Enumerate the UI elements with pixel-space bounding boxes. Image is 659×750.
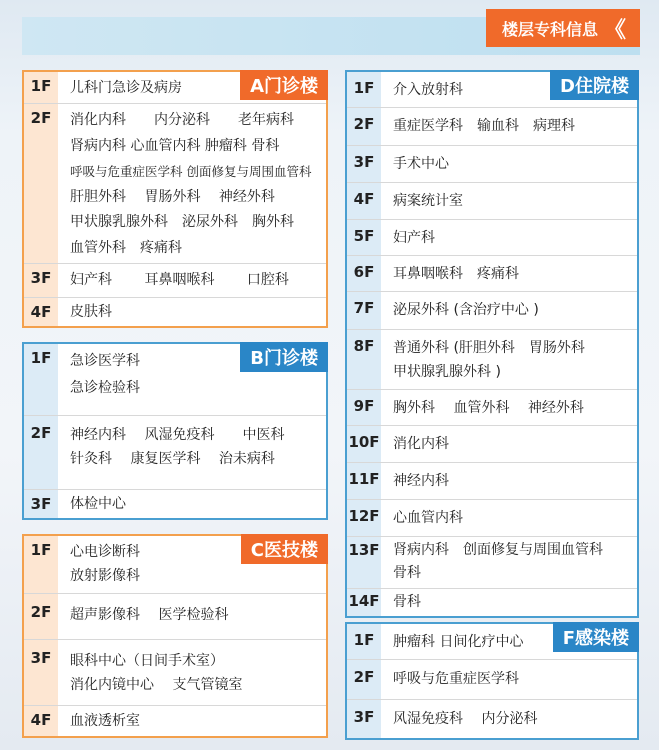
floor-row — [347, 72, 637, 108]
department-line: 甲状腺乳腺外科 泌尿外科 胸外科 — [70, 214, 294, 230]
department-line: 耳鼻咽喉科 疼痛科 — [393, 266, 519, 282]
department-line: 超声影像科 医学检验科 — [70, 607, 229, 623]
floor-label: 14F — [347, 589, 381, 616]
building-a-badge: A门诊楼 — [240, 70, 328, 100]
header-title: 楼层专科信息 — [501, 19, 598, 39]
floor-row — [347, 700, 637, 738]
department-line: 骨科 — [393, 594, 421, 610]
department-line: 皮肤科 — [70, 304, 112, 320]
floor-row — [347, 624, 637, 660]
department-line: 肿瘤科 日间化疗中心 — [393, 634, 524, 650]
department-line: 儿科门急诊及病房 — [70, 80, 182, 96]
floor-row — [24, 72, 326, 104]
floor-label: 2F — [24, 104, 58, 263]
floor-label: 4F — [24, 706, 58, 736]
floor-row — [24, 416, 326, 490]
floor-label: 1F — [24, 536, 58, 593]
building-c-panel — [22, 534, 328, 738]
floor-row — [24, 706, 326, 736]
floor-row — [347, 390, 637, 426]
floor-row — [24, 298, 326, 326]
floor-label: 1F — [24, 344, 58, 415]
building-b-panel — [22, 342, 328, 520]
building-f-badge: F感染楼 — [553, 622, 639, 652]
department-line: 急诊医学科 — [70, 353, 140, 369]
chevron-left-icon: 《 — [603, 17, 620, 43]
floor-label: 7F — [347, 292, 381, 329]
department-line: 消化内镜中心 支气管镜室 — [70, 677, 243, 693]
floor-row — [347, 660, 637, 700]
department-line: 介入放射科 — [393, 82, 463, 98]
floor-label: 2F — [347, 108, 381, 145]
department-line: 消化内科 — [393, 436, 449, 452]
department-line: 肾病内科 创面修复与周围血管科 — [393, 542, 603, 558]
department-line: 体检中心 — [70, 496, 126, 512]
floor-label: 10F — [347, 426, 381, 462]
floor-label: 1F — [347, 72, 381, 107]
floor-row — [347, 537, 637, 589]
building-c-badge: C医技楼 — [241, 534, 328, 564]
department-line: 病案统计室 — [393, 193, 463, 209]
floor-row — [347, 426, 637, 463]
floor-label: 4F — [347, 183, 381, 219]
building-f-panel — [345, 622, 639, 740]
floor-label: 3F — [347, 700, 381, 738]
department-line: 骨科 — [393, 565, 421, 581]
department-line: 血管外科 疼痛科 — [70, 239, 182, 256]
floor-row — [24, 104, 326, 264]
department-line: 泌尿外科 (含治疗中心 ) — [393, 302, 539, 318]
department-line: 胸外科 血管外科 神经外科 — [393, 400, 584, 416]
floor-row — [347, 292, 637, 330]
floor-label: 3F — [24, 264, 58, 297]
department-line: 针灸科 康复医学科 治未病科 — [70, 451, 275, 467]
floor-row — [347, 589, 637, 616]
floor-label: 1F — [24, 72, 58, 103]
department-line: 重症医学科 输血科 病理科 — [393, 118, 575, 134]
floor-label: 5F — [347, 220, 381, 255]
department-line: 神经内科 — [393, 473, 449, 489]
floor-label: 4F — [24, 298, 58, 326]
floor-label: 8F — [347, 330, 381, 389]
building-b-badge: B门诊楼 — [240, 342, 328, 372]
department-line: 眼科中心（日间手术室） — [70, 653, 224, 669]
floor-row — [347, 500, 637, 537]
floor-label: 2F — [24, 416, 58, 489]
department-line: 风湿免疫科 内分泌科 — [393, 711, 538, 727]
building-a-panel — [22, 70, 328, 328]
floor-row — [347, 146, 637, 183]
floor-row — [347, 108, 637, 146]
department-line: 神经内科 风湿免疫科 中医科 — [70, 427, 285, 443]
department-line: 急诊检验科 — [70, 380, 140, 396]
building-d-panel — [345, 70, 639, 618]
floor-row — [347, 183, 637, 220]
floor-row — [347, 463, 637, 500]
department-line: 心电诊断科 — [70, 544, 140, 560]
floor-label: 11F — [347, 463, 381, 499]
building-d-badge: D住院楼 — [550, 70, 639, 100]
department-line: 甲状腺乳腺外科 ) — [393, 364, 501, 380]
floor-row — [24, 344, 326, 416]
department-line: 放射影像科 — [70, 568, 140, 584]
department-line: 呼吸与危重症医学科 — [393, 671, 519, 687]
floor-row — [24, 490, 326, 518]
header-badge — [486, 9, 640, 47]
floor-label: 2F — [24, 594, 58, 639]
department-line: 呼吸与危重症医学科 创面修复与周围血管科 — [70, 164, 312, 179]
floor-label: 2F — [347, 660, 381, 699]
floor-label: 6F — [347, 256, 381, 291]
department-line: 消化内科 内分泌科 老年病科 — [70, 112, 294, 128]
floor-row — [24, 536, 326, 594]
floor-row — [24, 594, 326, 640]
floor-label: 12F — [347, 500, 381, 536]
floor-row — [347, 330, 637, 390]
floor-label: 3F — [24, 640, 58, 705]
department-line: 妇产科 耳鼻咽喉科 口腔科 — [70, 272, 289, 288]
department-line: 心血管内科 — [393, 510, 463, 526]
floor-label: 13F — [347, 537, 381, 588]
department-line: 肝胆外科 胃肠外科 神经外科 — [70, 188, 275, 205]
department-line: 血液透析室 — [70, 713, 140, 729]
floor-label: 3F — [347, 146, 381, 182]
floor-row — [24, 264, 326, 298]
floor-row — [24, 640, 326, 706]
department-line: 肾病内科 心血管内科 肿瘤科 骨科 — [70, 137, 280, 154]
department-line: 手术中心 — [393, 156, 449, 172]
floor-row — [347, 256, 637, 292]
header-bar — [22, 17, 640, 55]
floor-label: 9F — [347, 390, 381, 425]
department-line: 妇产科 — [393, 230, 435, 246]
floor-label: 3F — [24, 490, 58, 518]
department-line: 普通外科 (肝胆外科 胃肠外科 — [393, 340, 585, 356]
floor-row — [347, 220, 637, 256]
floor-label: 1F — [347, 624, 381, 659]
